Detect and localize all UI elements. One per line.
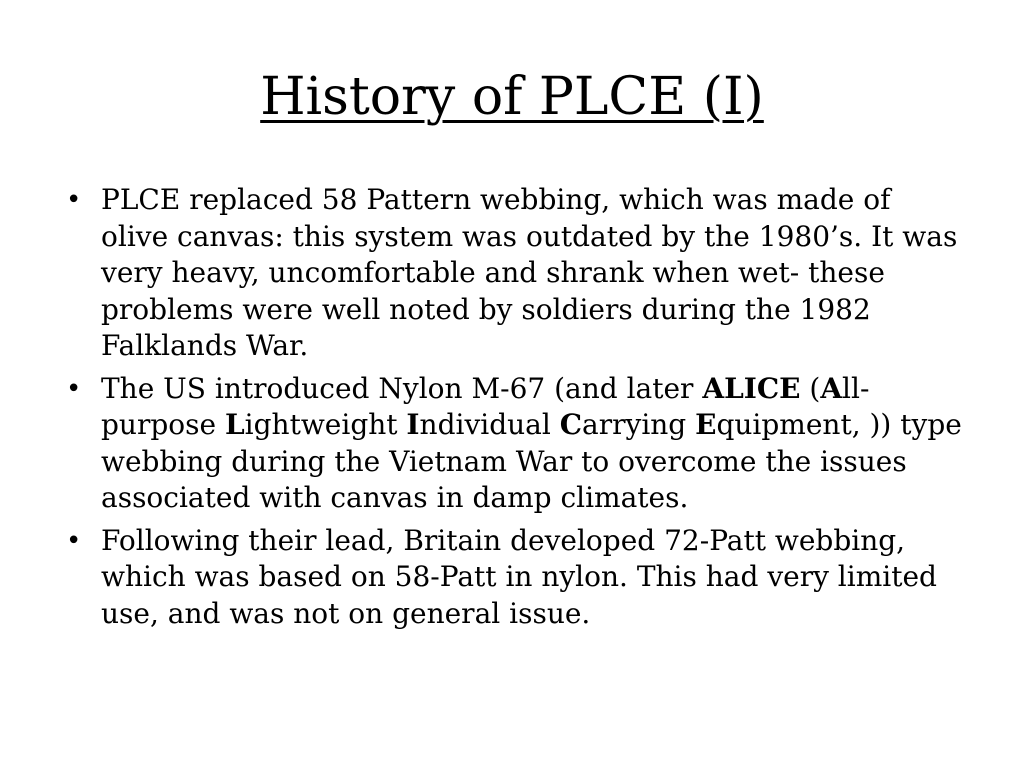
bullet-item-1 [66,182,966,365]
bullet-text-bold-segment: A [820,371,843,405]
bullet-icon: • [66,373,82,404]
bullet-text-bold-segment: E [695,408,717,441]
bullet-text-segment: arrying [582,408,696,441]
bullet-item-2 [66,371,966,517]
bullet-text-segment: ll-purpose [101,371,870,441]
bullet-text: PLCE replaced 58 Pattern webbing, which was made of olive canvas: this system was outdated by the 1980’s. It was very heavy, uncomfortable and shrank when wet- these problems were well noted by soldiers during the 1982 Falklands War. [101,183,958,362]
bullet-text-bold-segment: C [559,408,583,441]
bullet-text [101,372,962,515]
bullet-icon: • [66,185,82,215]
bullet-text-segment: ndividual [419,408,560,441]
slide-title-text: History of PLCE (I) [260,67,764,127]
bullet-text: Following their lead, Britain developed 72-Patt webbing, which was based on 58-Patt in nylon. This had very limited use, and was not on general issue. [101,523,937,630]
bullet-list [66,182,966,638]
bullet-text-segment: ( [800,371,821,405]
bullet-text-segment: ightweight [244,408,407,441]
bullet-text-segment: quipment, )) type webbing during the Vietnam War to overcome the issues associated with canvas in damp climates. [101,408,962,514]
bullet-text-bold-segment: ALICE [702,371,801,405]
bullet-item-3 [66,523,966,633]
slide-title [0,62,1024,132]
bullet-icon: • [66,525,82,556]
bullet-text-bold-segment: L [224,408,245,441]
bullet-text-bold-segment: I [406,408,420,441]
bullet-text-segment: The US introduced Nylon M-67 (and later [101,371,703,405]
